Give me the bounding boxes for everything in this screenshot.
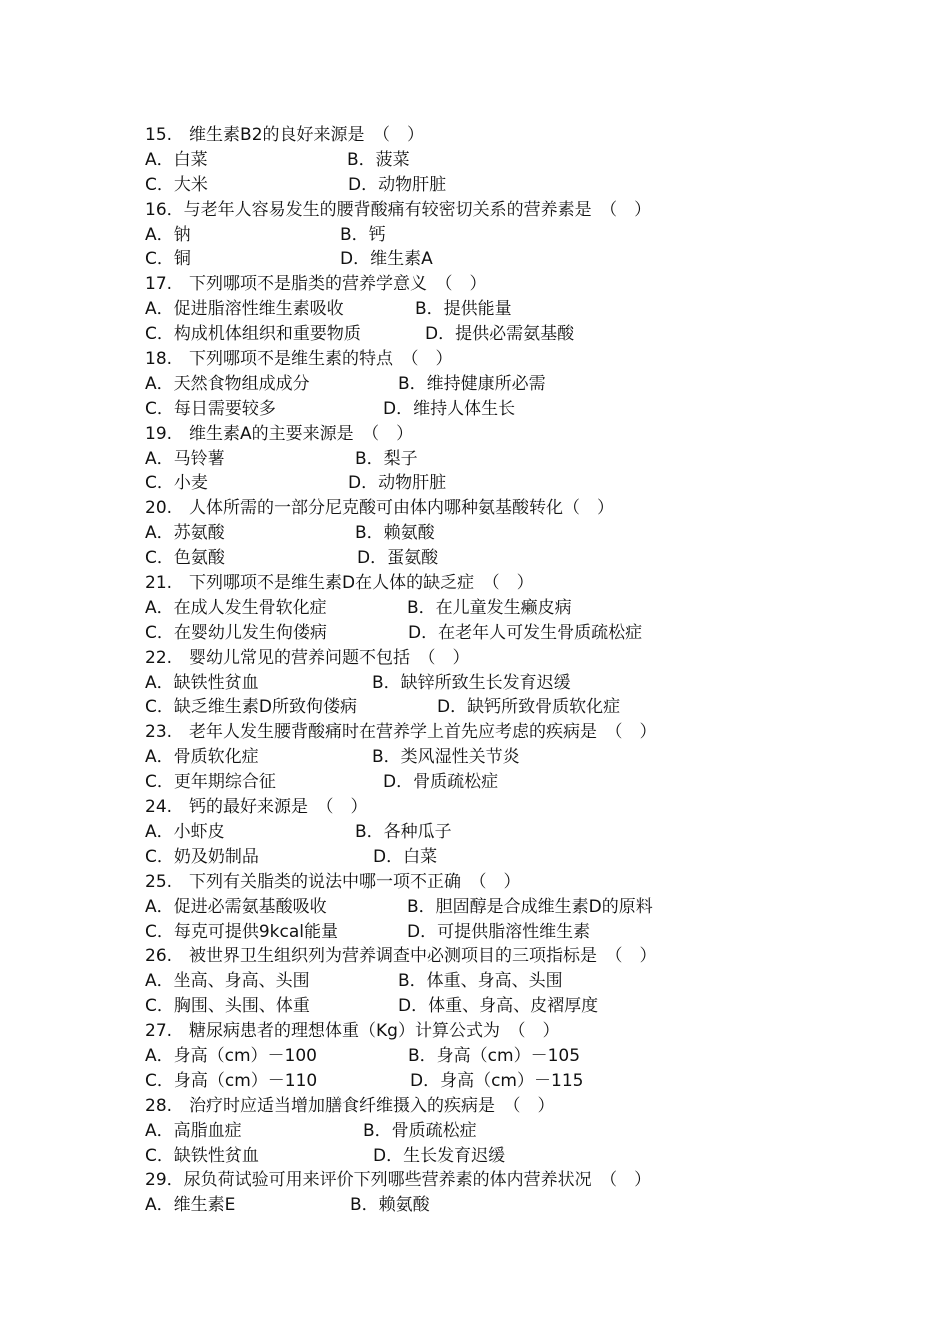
- option-right: D．蛋氨酸: [357, 548, 439, 569]
- option-right: B．维持健康所必需: [398, 373, 546, 394]
- option-row: [145, 372, 865, 397]
- question-text: 19. 维生素A的主要来源是 （ ）: [145, 423, 414, 444]
- question-stem: [145, 571, 865, 596]
- option-row: [145, 1044, 865, 1069]
- option-row: [145, 471, 865, 496]
- option-row: [145, 895, 865, 920]
- option-right: D．体重、身高、皮褶厚度: [398, 996, 599, 1017]
- option-left: C．每克可提供9kcal能量: [145, 921, 339, 942]
- option-right: D．生长发育迟缓: [373, 1145, 506, 1166]
- option-row: [145, 148, 865, 173]
- option-row: [145, 173, 865, 198]
- question-stem: [145, 347, 865, 372]
- option-left: A．促进必需氨基酸吸收: [145, 896, 327, 917]
- option-right: B．梨子: [355, 448, 418, 469]
- option-left: A．促进脂溶性维生素吸收: [145, 299, 344, 320]
- option-left: A．高脂血症: [145, 1120, 242, 1141]
- option-left: C．更年期综合征: [145, 772, 276, 793]
- question-stem: [145, 795, 865, 820]
- option-row: [145, 920, 865, 945]
- option-right: D．可提供脂溶性维生素: [407, 921, 591, 942]
- option-row: [145, 671, 865, 696]
- option-right: B．提供能量: [415, 299, 512, 320]
- question-stem: [145, 1019, 865, 1044]
- option-right: D．骨质疏松症: [383, 772, 499, 793]
- option-right: D．在老年人可发生骨质疏松症: [408, 622, 643, 643]
- option-right: D．维生素A: [340, 249, 433, 270]
- question-text: 15. 维生素B2的良好来源是 （ ）: [145, 125, 425, 145]
- option-row: [145, 845, 865, 870]
- option-row: [145, 322, 865, 347]
- option-right: B．体重、身高、头围: [398, 971, 563, 992]
- question-text: 23. 老年人发生腰背酸痛时在营养学上首先应考虑的疾病是 （ ）: [145, 722, 657, 743]
- option-left: C．每日需要较多: [145, 398, 276, 419]
- question-text: 18. 下列哪项不是维生素的特点 （ ）: [145, 349, 453, 370]
- question-stem: [145, 1094, 865, 1119]
- option-left: A．小虾皮: [145, 821, 225, 842]
- option-right: D．维持人体生长: [383, 398, 516, 419]
- option-right: B．菠菜: [347, 149, 410, 170]
- question-text: 20. 人体所需的一部分尼克酸可由体内哪种氨基酸转化（ ）: [145, 498, 615, 519]
- option-row: [145, 247, 865, 272]
- option-left: A．苏氨酸: [145, 523, 225, 544]
- option-left: C．铜: [145, 249, 191, 270]
- option-row: [145, 1119, 865, 1144]
- question-stem: [145, 123, 865, 148]
- option-right: B．类风湿性关节炎: [372, 747, 520, 768]
- option-left: A．白菜: [145, 149, 208, 170]
- question-stem: [145, 272, 865, 297]
- option-left: A．钠: [145, 224, 191, 245]
- question-text: 16．与老年人容易发生的腰背酸痛有较密切关系的营养素是 （ ）: [145, 199, 652, 220]
- question-text: 21. 下列哪项不是维生素D在人体的缺乏症 （ ）: [145, 573, 534, 594]
- option-left: A．骨质软化症: [145, 747, 259, 768]
- option-right: B．赖氨酸: [355, 523, 435, 544]
- option-right: D．动物肝脏: [348, 473, 447, 494]
- question-stem: [145, 870, 865, 895]
- option-row: [145, 621, 865, 646]
- question-stem: [145, 646, 865, 671]
- question-stem: [145, 422, 865, 447]
- question-stem: [145, 720, 865, 745]
- option-left: A．在成人发生骨软化症: [145, 597, 327, 618]
- option-row: [145, 770, 865, 795]
- question-text: 22. 婴幼儿常见的营养问题不包括 （ ）: [145, 647, 470, 668]
- option-left: C．小麦: [145, 473, 208, 494]
- option-row: [145, 397, 865, 422]
- question-text: 17. 下列哪项不是脂类的营养学意义 （ ）: [145, 274, 487, 295]
- document-page: [145, 123, 865, 1218]
- option-right: D．提供必需氨基酸: [425, 324, 575, 345]
- option-row: [145, 447, 865, 472]
- option-left: A．身高（cm）－100: [145, 1045, 317, 1066]
- option-row: [145, 1193, 865, 1218]
- option-row: [145, 820, 865, 845]
- option-right: D．白菜: [373, 846, 438, 867]
- option-right: B．各种瓜子: [355, 821, 452, 842]
- option-left: A．天然食物组成成分: [145, 373, 310, 394]
- option-right: B．缺锌所致生长发育迟缓: [372, 672, 571, 693]
- option-left: C．构成机体组织和重要物质: [145, 324, 361, 345]
- option-row: [145, 969, 865, 994]
- question-stem: [145, 496, 865, 521]
- question-text: 29．尿负荷试验可用来评价下列哪些营养素的体内营养状况 （ ）: [145, 1170, 652, 1191]
- option-left: A．马铃薯: [145, 448, 225, 469]
- option-right: B．身高（cm）－105: [408, 1045, 581, 1066]
- option-left: C．缺铁性贫血: [145, 1145, 259, 1166]
- question-text: 27. 糖尿病患者的理想体重（Kg）计算公式为 （ ）: [145, 1021, 560, 1042]
- option-right: D．身高（cm）－115: [410, 1070, 584, 1091]
- question-text: 26. 被世界卫生组织列为营养调查中必测项目的三项指标是 （ ）: [145, 946, 657, 967]
- option-left: C．大米: [145, 174, 208, 195]
- option-left: C．身高（cm）－110: [145, 1070, 318, 1091]
- question-text: 25. 下列有关脂类的说法中哪一项不正确 （ ）: [145, 871, 521, 892]
- option-right: D．缺钙所致骨质软化症: [437, 697, 621, 718]
- option-left: C．在婴幼儿发生佝偻病: [145, 622, 327, 643]
- option-left: C．缺乏维生素D所致佝偻病: [145, 697, 357, 718]
- option-row: [145, 1144, 865, 1169]
- option-left: C．奶及奶制品: [145, 846, 259, 867]
- option-left: C．胸围、头围、体重: [145, 996, 310, 1017]
- option-right: B．在儿童发生癞皮病: [407, 597, 572, 618]
- option-left: A．缺铁性贫血: [145, 672, 259, 693]
- option-row: [145, 223, 865, 248]
- option-row: [145, 1069, 865, 1094]
- option-left: C．色氨酸: [145, 548, 225, 569]
- option-row: [145, 546, 865, 571]
- option-right: B．赖氨酸: [350, 1195, 430, 1216]
- question-text: 24. 钙的最好来源是 （ ）: [145, 797, 368, 818]
- option-row: [145, 596, 865, 621]
- option-right: B．胆固醇是合成维生素D的原料: [407, 896, 653, 917]
- question-stem: [145, 1168, 865, 1193]
- option-left: A．坐高、身高、头围: [145, 971, 310, 992]
- question-stem: [145, 944, 865, 969]
- option-right: B．骨质疏松症: [363, 1120, 477, 1141]
- option-row: [145, 994, 865, 1019]
- option-left: A．维生素E: [145, 1195, 236, 1216]
- option-right: D．动物肝脏: [348, 174, 447, 195]
- option-row: [145, 297, 865, 322]
- option-row: [145, 695, 865, 720]
- option-row: [145, 745, 865, 770]
- option-row: [145, 521, 865, 546]
- question-stem: [145, 198, 865, 223]
- option-right: B．钙: [340, 224, 386, 245]
- question-text: 28. 治疗时应适当增加膳食纤维摄入的疾病是 （ ）: [145, 1095, 555, 1116]
